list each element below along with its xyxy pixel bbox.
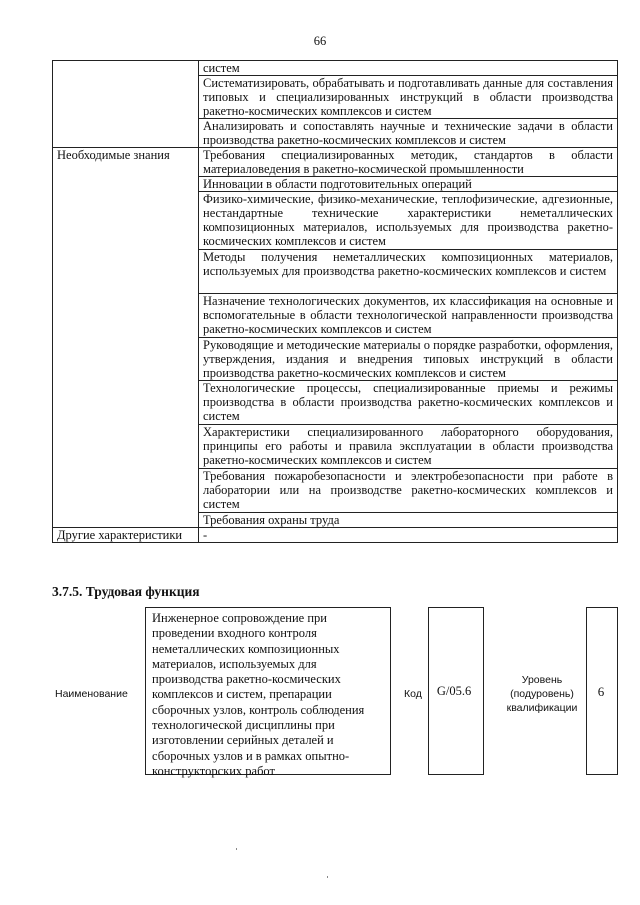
row-label bbox=[53, 61, 199, 148]
row-description: Систематизировать, обрабатывать и подготавливать данные для составления типовых и специализированных инструкций в области производства ракетно-космических комплексов и систем bbox=[199, 76, 618, 119]
name-label: Наименование bbox=[55, 688, 128, 700]
row-label: Необходимые знания bbox=[53, 148, 199, 528]
table-row bbox=[53, 61, 618, 76]
row-description: Требования охраны труда bbox=[199, 513, 618, 528]
table-row bbox=[53, 528, 618, 543]
page-number: 66 bbox=[313, 34, 327, 48]
row-description: Требования пожаробезопасности и электробезопасности при работе в лаборатории или на производстве ракетно-космических комплексов и систем bbox=[199, 469, 618, 513]
row-label: Другие характеристики bbox=[53, 528, 199, 543]
row-description: Назначение технологических документов, их классификация на основные и вспомогательные в области технологической направленности производства ракетно-космических комплексов и систем bbox=[199, 294, 618, 338]
scan-speck bbox=[236, 848, 237, 850]
level-value: 6 bbox=[597, 684, 605, 699]
row-description: Требования специализированных методик, стандартов в области материаловедения в ракетно-космической промышленности bbox=[199, 148, 618, 177]
row-description: Инновации в области подготовительных операций bbox=[199, 177, 618, 192]
code-label: Код bbox=[404, 688, 422, 700]
level-label: Уровень (подуровень) квалификации bbox=[506, 674, 578, 714]
code-value: G/05.6 bbox=[436, 684, 472, 698]
row-description: Физико-химические, физико-механические, теплофизические, адгезионные, нестандартные технические характеристики неметаллических композиционных материалов, используемых для производства ракетно-космических комплексов и систем bbox=[199, 192, 618, 250]
row-description: Анализировать и сопоставлять научные и технические задачи в области производства ракетно-космических комплексов и систем bbox=[199, 119, 618, 148]
row-description: Руководящие и методические материалы о порядке разработки, оформления, утверждения, издания и внедрения типовых инструкций в области производства ракетно-космических комплексов и систем bbox=[199, 338, 618, 381]
requirements-table bbox=[52, 60, 618, 543]
row-description: систем bbox=[199, 61, 618, 76]
row-description: - bbox=[199, 528, 618, 543]
scan-speck bbox=[327, 876, 328, 878]
row-description: Характеристики специализированного лабораторного оборудования, принципы его работы и правила эксплуатации в области производства ракетно-космических комплексов и систем bbox=[199, 425, 618, 469]
section-title: 3.7.5. Трудовая функция bbox=[52, 584, 200, 599]
row-description: Методы получения неметаллических композиционных материалов, используемых для производства ракетно-космических комплексов и систем bbox=[199, 250, 618, 294]
row-description: Технологические процессы, специализированные приемы и режимы производства в области производства ракетно-космических комплексов и систем bbox=[199, 381, 618, 425]
table-row bbox=[53, 148, 618, 177]
function-name-text: Инженерное сопровождение при проведении входного контроля неметаллических композиционных материалов, используемых для производства ракетно-космических комплексов и систем, препарации сборочных узлов, контроль соблюдения технологической дисциплины при изготовлении серийных деталей и сборочных узлов и в рамках опытно-конструкторских работ bbox=[152, 611, 365, 778]
